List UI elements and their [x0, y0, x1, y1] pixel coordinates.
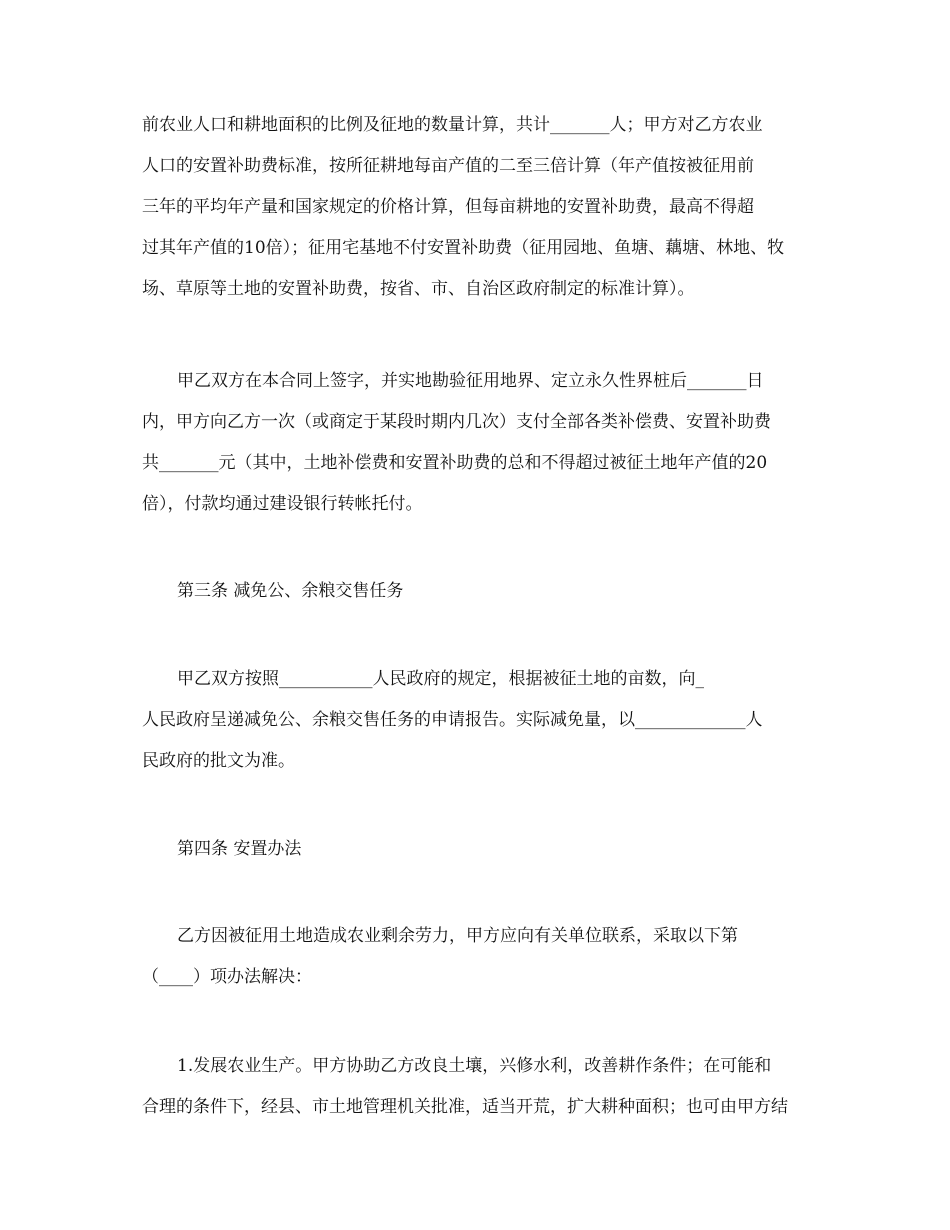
paragraph-2-line-1: 甲乙双方在本合同上签字，并实地勘验征用地界、定立永久性界桩后_______日: [177, 371, 764, 391]
paragraph-2-line-4: 倍），付款均通过建设银行转帐托付。: [142, 494, 423, 514]
paragraph-1-line-2: 人口的安置补助费标准，按所征耕地每亩产值的二至三倍计算（年产值按被征用前: [142, 156, 754, 176]
paragraph-2-line-3: 共_______元（其中，土地补偿费和安置补助费的总和不得超过被征土地年产值的20: [142, 453, 768, 473]
paragraph-3-line-1: 甲乙双方按照___________人民政府的规定，根据被征土地的亩数，向_: [177, 669, 704, 689]
article-3-title: 第三条 减免公、余粮交售任务: [177, 581, 404, 601]
paragraph-1-line-1: 前农业人口和耕地面积的比例及征地的数量计算，共计_______人；甲方对乙方农业: [142, 115, 763, 135]
paragraph-1-line-4: 过其年产值的10倍）；征用宅基地不付安置补助费（征用园地、鱼塘、藕塘、林地、牧: [142, 238, 785, 258]
paragraph-4-line-1: 乙方因被征用土地造成农业剩余劳力，甲方应向有关单位联系，采取以下第: [177, 926, 738, 946]
paragraph-3-line-2: 人民政府呈递减免公、余粮交售任务的申请报告。实际减免量，以_____________人: [142, 710, 763, 730]
paragraph-4-line-2: （____）项办法解决：: [142, 967, 312, 987]
paragraph-5-line-2: 合理的条件下，经县、市土地管理机关批准，适当开荒，扩大耕种面积；也可由甲方结: [142, 1097, 788, 1117]
paragraph-1-line-5: 场、草原等土地的安置补助费，按省、市、自治区政府制定的标准计算）。: [142, 279, 695, 299]
paragraph-1-line-3: 三年的平均年产量和国家规定的价格计算，但每亩耕地的安置补助费，最高不得超: [142, 197, 754, 217]
paragraph-2-line-2: 内，甲方向乙方一次（或商定于某段时期内几次）支付全部各类补偿费、安置补助费: [142, 412, 771, 432]
paragraph-3-line-3: 民政府的批文为准。: [142, 751, 295, 771]
paragraph-5-line-1: 1.发展农业生产。甲方协助乙方改良土壤，兴修水利，改善耕作条件；在可能和: [177, 1056, 772, 1076]
article-4-title: 第四条 安置办法: [177, 839, 302, 859]
